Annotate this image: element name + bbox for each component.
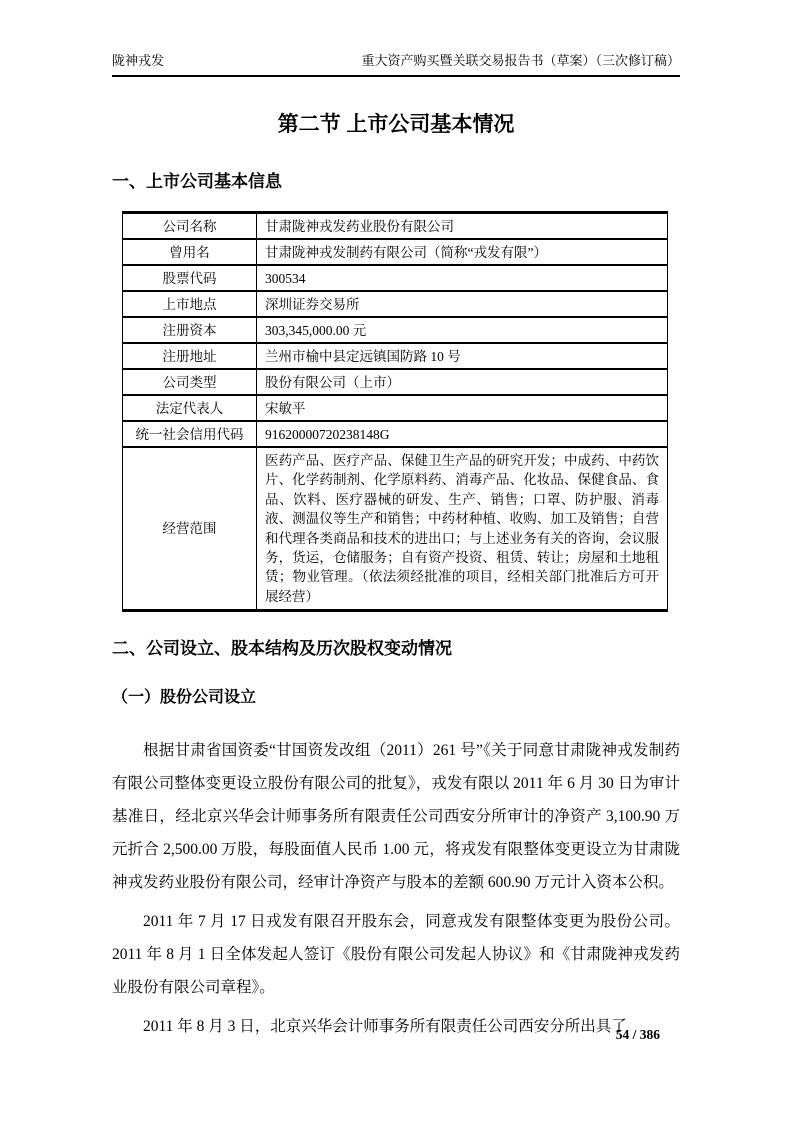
table-row (123, 265, 668, 291)
table-row (123, 369, 668, 395)
field-value: 股份有限公司（上市） (257, 369, 668, 395)
field-value: 303,345,000.00 元 (257, 317, 668, 343)
field-value: 甘肃陇神戎发制药有限公司（简称“戎发有限”） (257, 239, 668, 265)
section1-heading: 一、上市公司基本信息 (112, 172, 282, 191)
field-label: 统一社会信用代码 (123, 421, 257, 447)
company-info-table (122, 211, 668, 612)
body-paragraph-3: 2011 年 8 月 3 日，北京兴华会计师事务所有限责任公司西安分所出具了 (143, 1018, 627, 1036)
table-row (123, 213, 668, 240)
table-row (123, 317, 668, 343)
field-value: 医药产品、医疗产品、保健卫生产品的研究开发；中成药、中药饮片、化学药制剂、化学原料药、消毒产品、化妆品、保健食品、食品、饮料、医疗器械的研发、生产、销售；口罩、防护服、消毒液、测温仪等生产和销售；中药材种植、收购、加工及销售；自营和代理各类商品和技术的进出口；与上述业务有关的咨询，会议服务，货运，仓储服务；自有资产投资、租赁、转让；房屋和土地租赁；物业管理。（依法须经批准的项目，经相关部门批准后方可开展经营） (257, 447, 668, 611)
body-paragraph-1: 根据甘肃省国资委“甘国资发改组（2011）261 号”《关于同意甘肃陇神戎发制药有限公司整体变更设立股份有限公司的批复》，戎发有限以 2011 年 6 月 30 日为审计基准日，经北京兴华会计师事务所有限责任公司西安分所审计的净资产 3,100.90 万元折合 2,500.00 万股，每股面值人民币 1.00 元，将戎发有限整体变更设立为甘肃陇神戎发药业股份有限公司，经审计净资产与股本的差额 600.90 万元计入资本公积。 (112, 742, 680, 892)
table-row (123, 239, 668, 265)
field-label: 公司类型 (123, 369, 257, 395)
field-label: 公司名称 (123, 213, 257, 240)
field-label: 上市地点 (123, 291, 257, 317)
body-text (0, 734, 793, 1043)
page-number: 54 / 386 (615, 1027, 660, 1042)
header-brand: 陇神戎发 (112, 53, 165, 68)
table-row (123, 395, 668, 421)
field-label: 经营范围 (123, 447, 257, 611)
field-value: 兰州市榆中县定远镇国防路 10 号 (257, 343, 668, 369)
table-row (123, 421, 668, 447)
page-header (112, 52, 680, 77)
field-value: 91620000720238148G (257, 421, 668, 447)
field-value: 深圳证券交易所 (257, 291, 668, 317)
field-value: 甘肃陇神戎发药业股份有限公司 (257, 213, 668, 240)
header-doc-title: 重大资产购买暨关联交易报告书（草案）（三次修订稿） (361, 53, 680, 68)
table-row (123, 291, 668, 317)
field-value: 300534 (257, 265, 668, 291)
field-label: 法定代表人 (123, 395, 257, 421)
section2-heading: 二、公司设立、股本结构及历次股权变动情况 (112, 639, 452, 659)
subsection1-heading: （一）股份公司设立 (112, 689, 257, 707)
field-label: 注册资本 (123, 317, 257, 343)
table-row-business-scope (123, 447, 668, 611)
body-paragraph-2: 2011 年 7 月 17 日戎发有限召开股东会，同意戎发有限整体变更为股份公司。2011 年 8 月 1 日全体发起人签订《股份有限公司发起人协议》和《甘肃陇神戎发药业股份有限公司章程》。 (112, 913, 680, 997)
field-value: 宋敏平 (257, 395, 668, 421)
field-label: 股票代码 (123, 265, 257, 291)
table-row (123, 343, 668, 369)
field-label: 注册地址 (123, 343, 257, 369)
page-title: 第二节 上市公司基本情况 (277, 113, 515, 136)
field-label: 曾用名 (123, 239, 257, 265)
